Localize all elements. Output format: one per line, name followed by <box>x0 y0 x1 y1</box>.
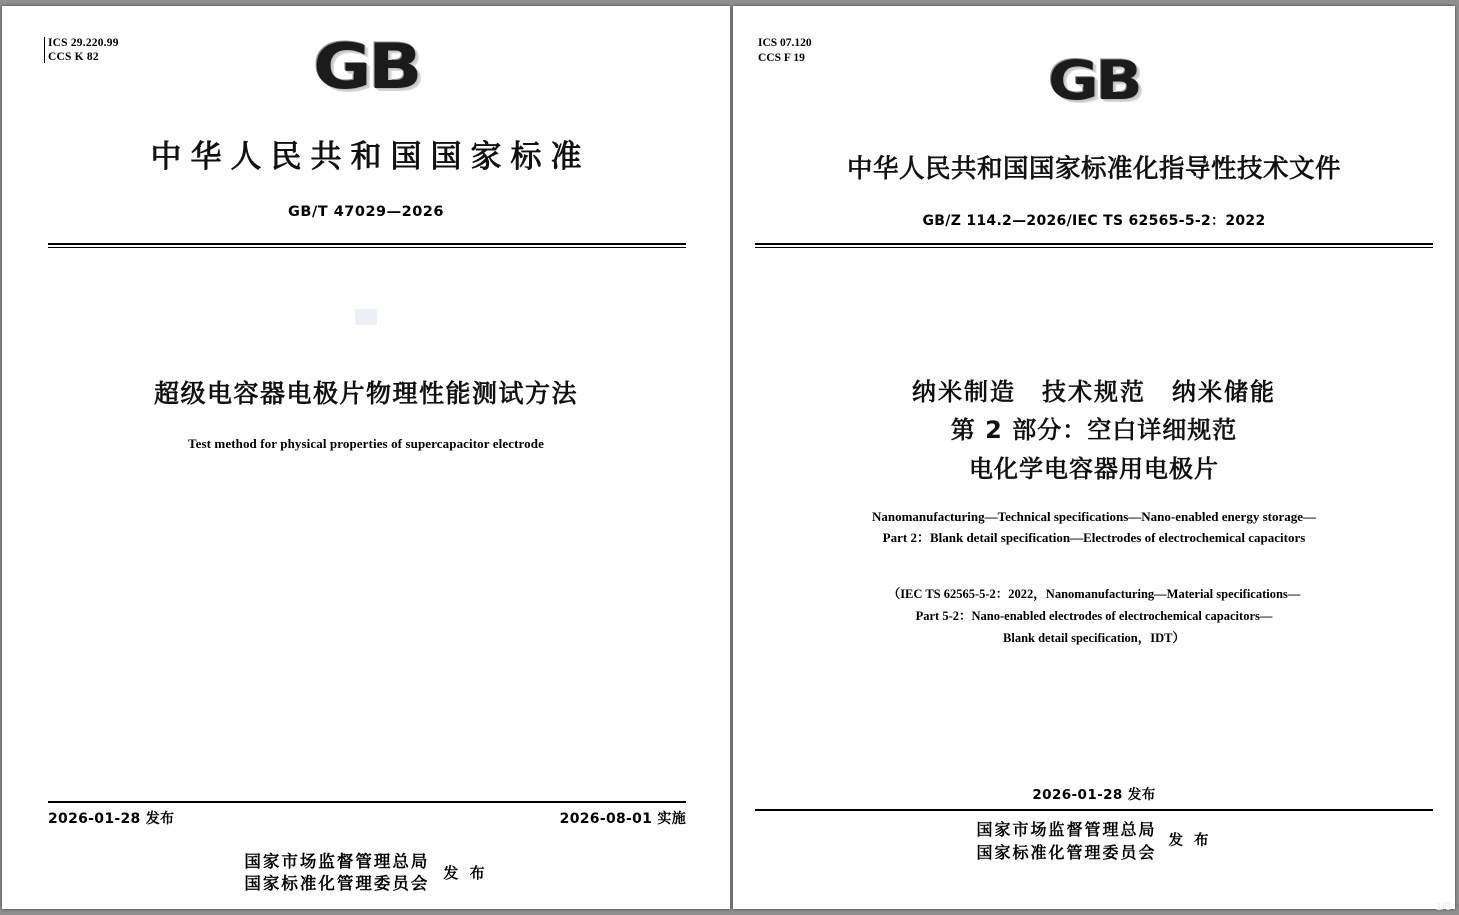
right-ics-line1: ICS 07.120 <box>758 37 812 49</box>
left-issuer-names <box>244 851 429 896</box>
left-effective-date: 2026-08-01 实施 <box>559 811 686 827</box>
right-guidance-document-header: 中华人民共和国国家标准化指导性技术文件 <box>846 154 1341 184</box>
right-standard-number: GB/Z 114.2—2026/IEC TS 62565-5-2：2022 <box>922 213 1266 229</box>
gb-logo-icon: GB <box>313 30 419 103</box>
left-ics-line2: CCS K 82 <box>48 51 99 64</box>
right-title-cn-line2: 第 2 部分：空白详细规范 <box>950 416 1238 445</box>
right-idt-line3: Blank detail specification，IDT） <box>1003 630 1185 645</box>
left-gb-emblem <box>2 30 730 103</box>
right-ics-line2: CCS F 19 <box>758 51 805 64</box>
right-title-english <box>733 506 1455 549</box>
left-issuer-suffix: 发 布 <box>443 864 488 883</box>
left-issuer-line2: 国家标准化管理委员会 <box>244 874 430 894</box>
right-title-cn-line1: 纳米制造 技术规范 纳米储能 <box>912 378 1276 406</box>
left-watermark-placeholder <box>2 309 730 330</box>
right-title-en-line2: Part 2：Blank detail specification—Electrodes of electrochemical capacitors <box>882 530 1306 546</box>
left-top-double-rule <box>48 243 686 245</box>
left-ics-line1: ICS 29.220.99 <box>48 37 119 49</box>
right-idt-reference <box>733 584 1455 650</box>
right-issuer-line1: 国家市场监督管理总局 <box>976 820 1157 839</box>
right-title-chinese <box>733 373 1455 488</box>
left-bottom-double-rule <box>48 801 686 803</box>
right-issue-date: 2026-01-28 发布 <box>1032 787 1156 803</box>
right-issuer-block <box>733 818 1455 864</box>
right-top-double-rule <box>755 243 1433 245</box>
left-issuer-block <box>2 851 730 896</box>
document-page-2[interactable] <box>733 6 1455 909</box>
document-page-1[interactable] <box>2 6 730 909</box>
right-title-cn-line3: 电化学电容器用电极片 <box>969 454 1219 483</box>
right-issuer-suffix: 发 布 <box>1168 832 1212 849</box>
right-title-en-line1: Nanomanufacturing—Technical specifications—Nano-enabled energy storage— <box>871 509 1317 524</box>
right-issuer-line2: 国家标准化管理委员会 <box>976 843 1157 863</box>
left-title-chinese: 超级电容器电极片物理性能测试方法 <box>153 379 578 408</box>
gb-logo-icon: GB <box>1048 49 1140 112</box>
left-title-english: Test method for physical properties of supercapacitor electrode <box>188 436 544 451</box>
right-idt-line2: Part 5-2：Nano-enabled electrodes of electrochemical capacitors— <box>915 608 1273 623</box>
page-indicator: 1/3 <box>1435 901 1451 913</box>
right-issuer-names <box>976 818 1156 864</box>
right-gb-emblem <box>733 49 1455 112</box>
left-dates-row <box>48 808 686 828</box>
left-issuer-line1: 国家市场监督管理总局 <box>244 852 430 871</box>
page-container <box>0 6 1459 909</box>
right-idt-line1: （IEC TS 62565-5-2：2022，Nanomanufacturing—Material specifications— <box>887 587 1301 601</box>
left-standard-number: GB/T 47029—2026 <box>288 204 444 220</box>
left-issue-date: 2026-01-28 发布 <box>48 811 175 827</box>
left-national-standard-header: 中华人民共和国国家标准 <box>150 139 591 175</box>
right-bottom-double-rule <box>755 809 1433 811</box>
